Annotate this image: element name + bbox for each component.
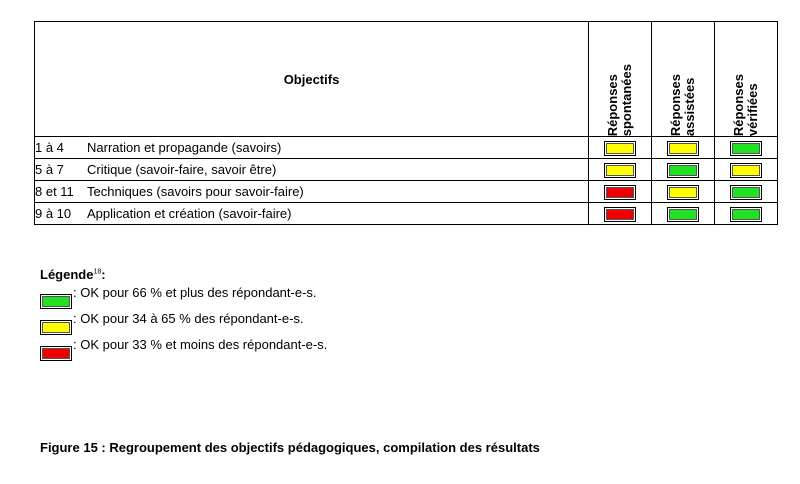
header-spontanees (589, 22, 652, 137)
status-swatch (730, 185, 762, 200)
status-swatch (730, 163, 762, 178)
legend-item-red (40, 337, 328, 360)
table-header-row (35, 22, 778, 137)
cell-spontanees (589, 137, 652, 159)
legend-text: : OK pour 34 à 65 % des répondant-e-s. (73, 311, 304, 326)
row-label: Techniques (savoirs pour savoir-faire) (87, 181, 589, 203)
cell-verifiees (715, 203, 778, 225)
status-swatch (667, 185, 699, 200)
row-range: 9 à 10 (35, 203, 88, 225)
cell-spontanees (589, 181, 652, 203)
legend-text: : OK pour 33 % et moins des répondant-e-s. (73, 337, 328, 352)
legend-swatch (40, 346, 72, 361)
cell-verifiees (715, 159, 778, 181)
status-swatch (604, 185, 636, 200)
header-objectifs: Objectifs (35, 22, 589, 137)
status-swatch (730, 141, 762, 156)
status-swatch (667, 141, 699, 156)
figure-caption: Figure 15 : Regroupement des objectifs pédagogiques, compilation des résultats (40, 440, 540, 455)
cell-assistees (652, 137, 715, 159)
table-row (35, 181, 778, 203)
legend-swatch (40, 320, 72, 335)
status-swatch (604, 207, 636, 222)
legend-item-yellow (40, 311, 304, 334)
footnote-ref: 18 (93, 268, 102, 276)
legend-title (40, 267, 106, 282)
legend (40, 267, 328, 360)
legend-text: : OK pour 66 % et plus des répondant-e-s. (73, 285, 317, 300)
row-label: Critique (savoir-faire, savoir être) (87, 159, 589, 181)
row-range: 8 et 11 (35, 181, 88, 203)
cell-spontanees (589, 159, 652, 181)
row-label: Narration et propagande (savoirs) (87, 137, 589, 159)
objectives-table (34, 21, 778, 225)
cell-assistees (652, 203, 715, 225)
table-row (35, 137, 778, 159)
cell-verifiees (715, 181, 778, 203)
header-verifiees (715, 22, 778, 137)
header-assistees-label: Réponses assistées (668, 73, 697, 136)
legend-title-text: Légende (40, 267, 94, 282)
cell-verifiees (715, 137, 778, 159)
cell-spontanees (589, 203, 652, 225)
legend-swatch (40, 294, 72, 309)
status-swatch (730, 207, 762, 222)
row-range: 5 à 7 (35, 159, 88, 181)
status-swatch (667, 207, 699, 222)
legend-title-colon: : (101, 267, 106, 282)
status-swatch (604, 141, 636, 156)
table-row (35, 159, 778, 181)
header-verifiees-label: Réponses vérifiées (731, 73, 760, 136)
cell-assistees (652, 159, 715, 181)
table-row (35, 203, 778, 225)
row-label: Application et création (savoir-faire) (87, 203, 589, 225)
legend-item-green (40, 285, 317, 308)
header-assistees (652, 22, 715, 137)
status-swatch (667, 163, 699, 178)
status-swatch (604, 163, 636, 178)
row-range: 1 à 4 (35, 137, 88, 159)
cell-assistees (652, 181, 715, 203)
header-spontanees-label: Réponses spontanées (605, 63, 634, 136)
